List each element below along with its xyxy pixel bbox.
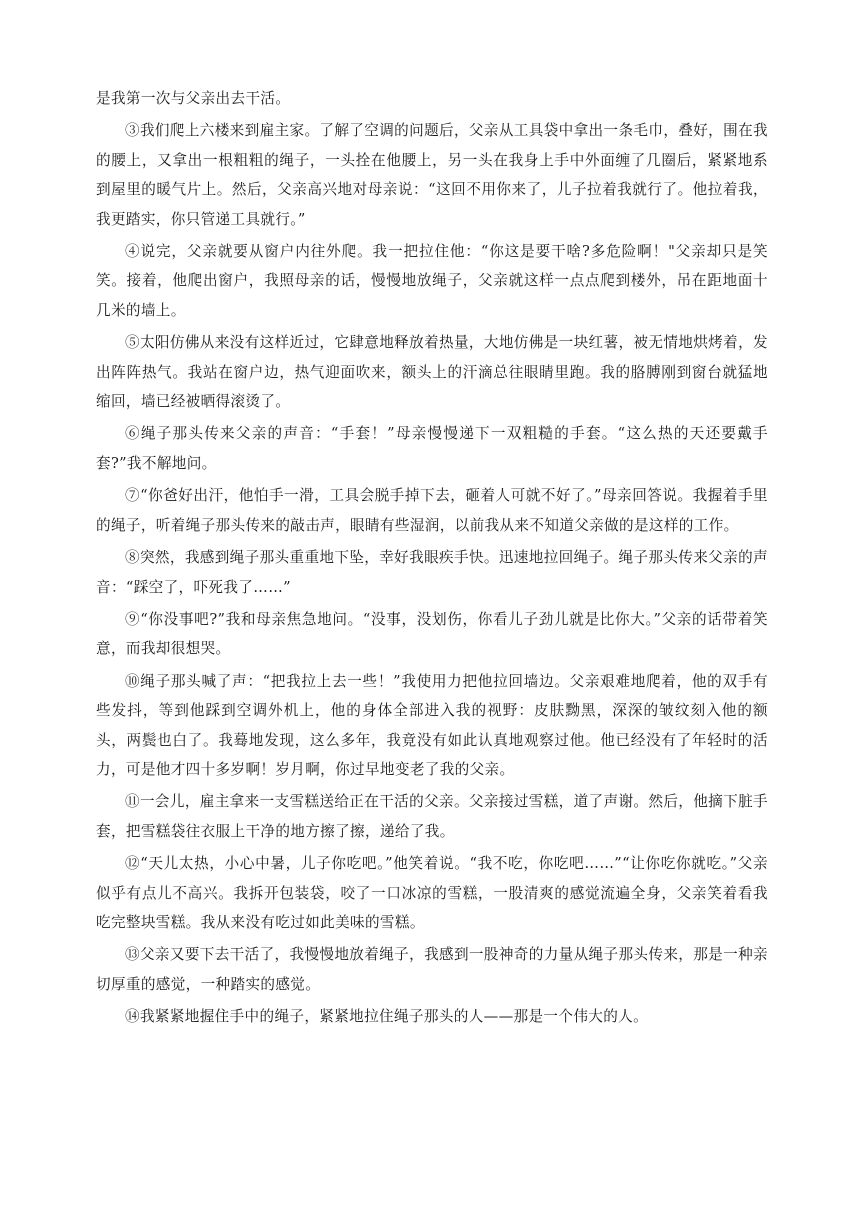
- paragraph-13: ⑬父亲又要下去干活了，我慢慢地放着绳子，我感到一股神奇的力量从绳子那头传来，那是一种亲切厚重的感觉，一种踏实的感觉。: [96, 946, 768, 993]
- paragraph-continuation: 是我第一次与父亲出去干活。: [96, 90, 291, 107]
- paragraph-8: ⑧突然，我感到绳子那头重重地下坠，幸好我眼疾手快。迅速地拉回绳子。绳子那头传来父亲的声音：“踩空了，吓死我了……”: [96, 549, 768, 596]
- paragraph-9: ⑨“你没事吧?”我和母亲焦急地问。“没事，没划伤，你看儿子劲儿就是比你大。”父亲的话带着笑意，而我却很想哭。: [96, 610, 768, 658]
- paragraph-10: ⑩绳子那头喊了声：“把我拉上去一些！”我使用力把他拉回墙边。父亲艰难地爬着，他的双手有些发抖，等到他踩到空调外机上，他的身体全部进入我的视野：皮肤黝黑，深深的皱纹刻入他的额头，两鬓也白了。我蓦地发现，这么多年，我竟没有如此认真地观察过他。他已经没有了年轻时的活力，可是他才四十多岁啊！岁月啊，你过早地变老了我的父亲。: [96, 672, 768, 778]
- paragraph-14: ⑭我紧紧地握住手中的绳子，紧紧地拉住绳子那头的人——那是一个伟大的人。: [125, 1008, 649, 1026]
- paragraph-5: ⑤太阳仿佛从来没有这样近过，它肆意地释放着热量，大地仿佛是一块红薯，被无情地烘烤着，发出阵阵热气。我站在窗户边，热气迎面吹来，额头上的汗滴总往眼睛里跑。我的胳膊刚到窗台就猛地缩回，墙已经被晒得滚烫了。: [96, 334, 768, 411]
- document-page: [96, 84, 768, 1032]
- paragraph-7: ⑦“你爸好出汗，他怕手一滑，工具会脱手掉下去，砸着人可就不好了。”母亲回答说。我握着手里的绳子，听着绳子那头传来的敲击声，眼睛有些湿润，以前我从来不知道父亲做的是这样的工作。: [96, 487, 768, 534]
- paragraph-11: ⑪一会儿，雇主拿来一支雪糕送给正在干活的父亲。父亲接过雪糕，道了声谢。然后，他摘下脏手套，把雪糕袋往衣服上干净的地方擦了擦，递给了我。: [96, 793, 768, 840]
- paragraph-3: ③我们爬上六楼来到雇主家。了解了空调的问题后，父亲从工具袋中拿出一条毛巾，叠好，围在我的腰上，又拿出一根粗粗的绳子，一头拴在他腰上，另一头在我身上手中外面缠了几圈后，紧紧地系到屋里的暖气片上。然后，父亲高兴地对母亲说：“这回不用你来了，儿子拉着我就行了。他拉着我，我更踏实，你只管递工具就行。”: [96, 122, 768, 228]
- paragraph-12: ⑫“天儿太热，小心中暑，儿子你吃吧。”他笑着说。“我不吃，你吃吧……”“让你吃你就吃。”父亲似乎有点儿不高兴。我拆开包装袋，咬了一口冰凉的雪糕，一股清爽的感觉流遍全身，父亲笑着看我吃完整块雪糕。我从来没有吃过如此美味的雪糕。: [96, 855, 768, 931]
- paragraph-4: ④说完，父亲就要从窗户内往外爬。我一把拉住他：“你这是要干啥?多危险啊！"父亲却只是笑笑。接着，他爬出窗户，我照母亲的话，慢慢地放绳子，父亲就这样一点点爬到楼外，吊在距地面十几米的墙上。: [96, 243, 768, 319]
- paragraph-6: ⑥绳子那头传来父亲的声音：“手套！”母亲慢慢递下一双粗糙的手套。“这么热的天还要戴手套?”我不解地问。: [96, 425, 768, 472]
